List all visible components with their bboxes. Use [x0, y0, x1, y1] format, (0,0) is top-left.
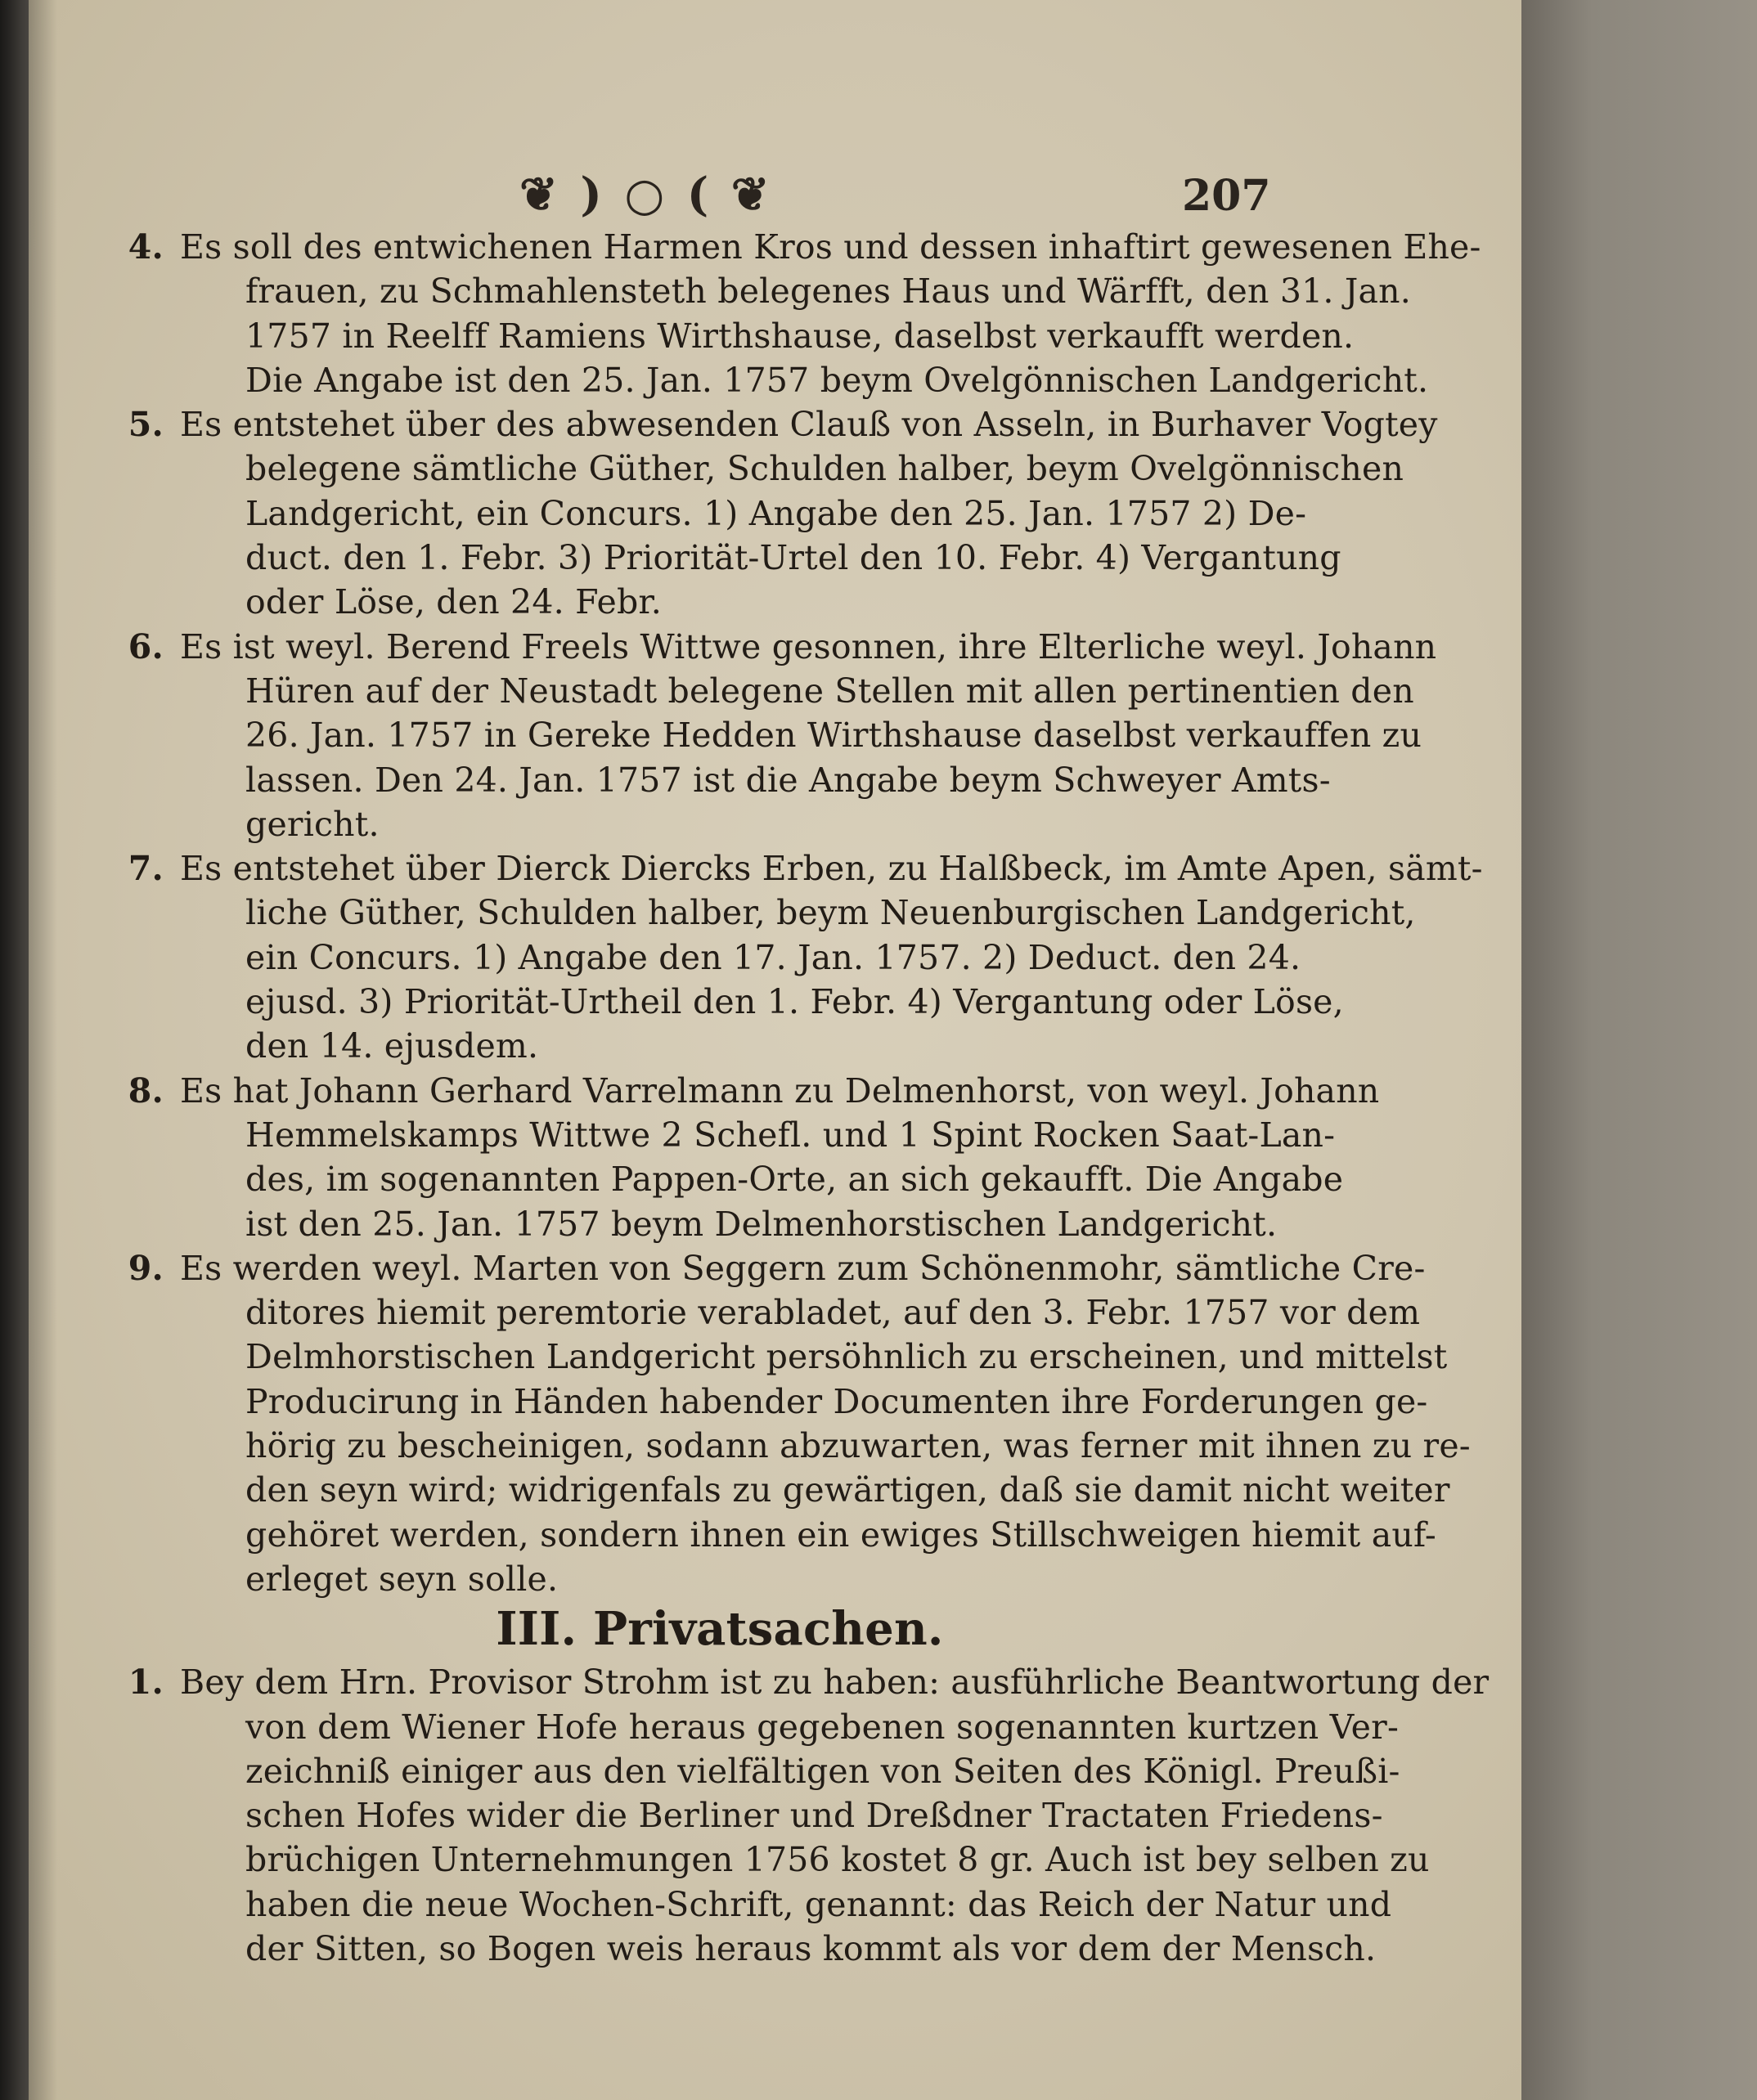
- text-line: den 14. ejusdem.: [245, 1026, 539, 1066]
- text-line: den seyn wird; widrigenfals zu gewärtigen, daß sie damit nicht weiter: [245, 1470, 1450, 1510]
- text-line: Es entstehet über des abwesenden Clauß von Asseln, in Burhaver Vogtey: [180, 405, 1438, 445]
- text-line: Producirung in Händen habender Documenten ihre Forderungen ge-: [245, 1381, 1428, 1421]
- text-line: brüchigen Unternehmungen 1756 kostet 8 gr. Auch ist bey selben zu: [245, 1840, 1430, 1880]
- text-line: Die Angabe ist den 25. Jan. 1757 beym Ovelgönnischen Landgericht.: [245, 360, 1429, 400]
- notice-entry: [98, 225, 1481, 402]
- text-line: frauen, zu Schmahlensteth belegenes Haus und Wärfft, den 31. Jan.: [245, 271, 1411, 312]
- text-line: zeichniß einiger aus den vielfältigen von Seiten des Königl. Preußi-: [245, 1751, 1400, 1791]
- text-line: belegene sämtliche Güther, Schulden halber, beym Ovelgönnischen: [245, 449, 1404, 489]
- notice-entry: [98, 1069, 1380, 1246]
- spine-shadow: [0, 0, 57, 2100]
- text-line: Es hat Johann Gerhard Varrelmann zu Delmenhorst, von weyl. Johann: [180, 1070, 1380, 1111]
- text-line: des, im sogenannten Pappen-Orte, an sich gekaufft. Die Angabe: [245, 1160, 1344, 1200]
- text-line: Es soll des entwichenen Harmen Kros und dessen inhaftirt gewesenen Ehe-: [180, 227, 1481, 267]
- notice-entry: [98, 625, 1437, 846]
- section-title: III. Privatsachen.: [496, 1602, 944, 1657]
- text-line: duct. den 1. Febr. 3) Priorität-Urtel den 10. Febr. 4) Vergantung: [245, 538, 1341, 578]
- text-line: ejusd. 3) Priorität-Urtheil den 1. Febr. 4) Vergantung oder Löse,: [245, 982, 1344, 1022]
- text-line: der Sitten, so Bogen weis heraus kommt als vor dem der Mensch.: [245, 1928, 1377, 1968]
- page-header: [29, 168, 1542, 225]
- text-line: liche Güther, Schulden halber, beym Neuenburgischen Landgericht,: [245, 893, 1416, 933]
- entry-number: 6.: [128, 626, 164, 666]
- entry-number: 1.: [128, 1662, 164, 1703]
- text-line: Landgericht, ein Concurs. 1) Angabe den 25. Jan. 1757 2) De-: [245, 493, 1307, 533]
- text-line: lassen. Den 24. Jan. 1757 ist die Angabe beym Schweyer Amts-: [245, 760, 1331, 800]
- page-edge: [1521, 0, 1757, 2100]
- entry-number: 8.: [128, 1070, 164, 1111]
- page-number: 207: [1182, 171, 1271, 221]
- notice-entry: [98, 846, 1483, 1068]
- main-text: [98, 225, 1490, 1971]
- text-line: 1757 in Reelff Ramiens Wirthshause, daselbst verkaufft werden.: [245, 316, 1355, 356]
- entry-number: 4.: [128, 227, 164, 267]
- notice-entry: [98, 1660, 1490, 1971]
- text-line: Es ist weyl. Berend Freels Wittwe gesonnen, ihre Elterliche weyl. Johann: [180, 626, 1437, 666]
- entry-number: 7.: [128, 849, 164, 889]
- text-line: ein Concurs. 1) Angabe den 17. Jan. 1757. 2) Deduct. den 24.: [245, 937, 1301, 977]
- text-line: haben die neue Wochen-Schrift, genannt: das Reich der Natur und: [245, 1884, 1392, 1924]
- entry-number: 5.: [128, 405, 164, 445]
- text-line: hörig zu bescheinigen, sodann abzuwarten, was ferner mit ihnen zu re-: [245, 1426, 1471, 1466]
- text-line: Es entstehet über Dierck Diercks Erben, zu Halßbeck, im Amte Apen, sämt-: [180, 849, 1483, 889]
- text-line: erleget seyn solle.: [245, 1559, 559, 1599]
- text-line: von dem Wiener Hofe heraus gegebenen sogenannten kurtzen Ver-: [245, 1707, 1400, 1747]
- notice-entry: [98, 1246, 1471, 1601]
- text-line: oder Löse, den 24. Febr.: [245, 582, 662, 622]
- text-line: Delmhorstischen Landgericht persöhnlich zu erscheinen, und mittelst: [245, 1337, 1448, 1377]
- entries-private: [98, 1660, 1490, 1971]
- text-line: gericht.: [245, 804, 380, 844]
- text-line: gehöret werden, sondern ihnen ein ewiges Stillschweigen hiemit auf-: [245, 1514, 1436, 1555]
- text-line: schen Hofes wider die Berliner und Dreßdner Tractaten Friedens-: [245, 1796, 1383, 1836]
- text-line: Hemmelskamps Wittwe 2 Schefl. und 1 Spint Rocken Saat-Lan-: [245, 1115, 1336, 1155]
- entry-number: 9.: [128, 1248, 164, 1288]
- text-line: ist den 25. Jan. 1757 beym Delmenhorstischen Landgericht.: [245, 1204, 1278, 1244]
- header-ornament: ❦ ) ○ ( ❦: [519, 168, 773, 222]
- text-line: Es werden weyl. Marten von Seggern zum Schönenmohr, sämtliche Cre-: [180, 1248, 1426, 1288]
- text-line: Hüren auf der Neustadt belegene Stellen mit allen pertinentien den: [245, 671, 1414, 711]
- notice-entry: [98, 402, 1438, 624]
- text-line: Bey dem Hrn. Provisor Strohm ist zu haben: ausführliche Beantwortung der: [180, 1662, 1490, 1703]
- text-line: ditores hiemit peremtorie verabladet, auf den 3. Febr. 1757 vor dem: [245, 1293, 1421, 1333]
- text-line: 26. Jan. 1757 in Gereke Hedden Wirthshause daselbst verkauffen zu: [245, 716, 1422, 756]
- entries-public: [98, 225, 1483, 1601]
